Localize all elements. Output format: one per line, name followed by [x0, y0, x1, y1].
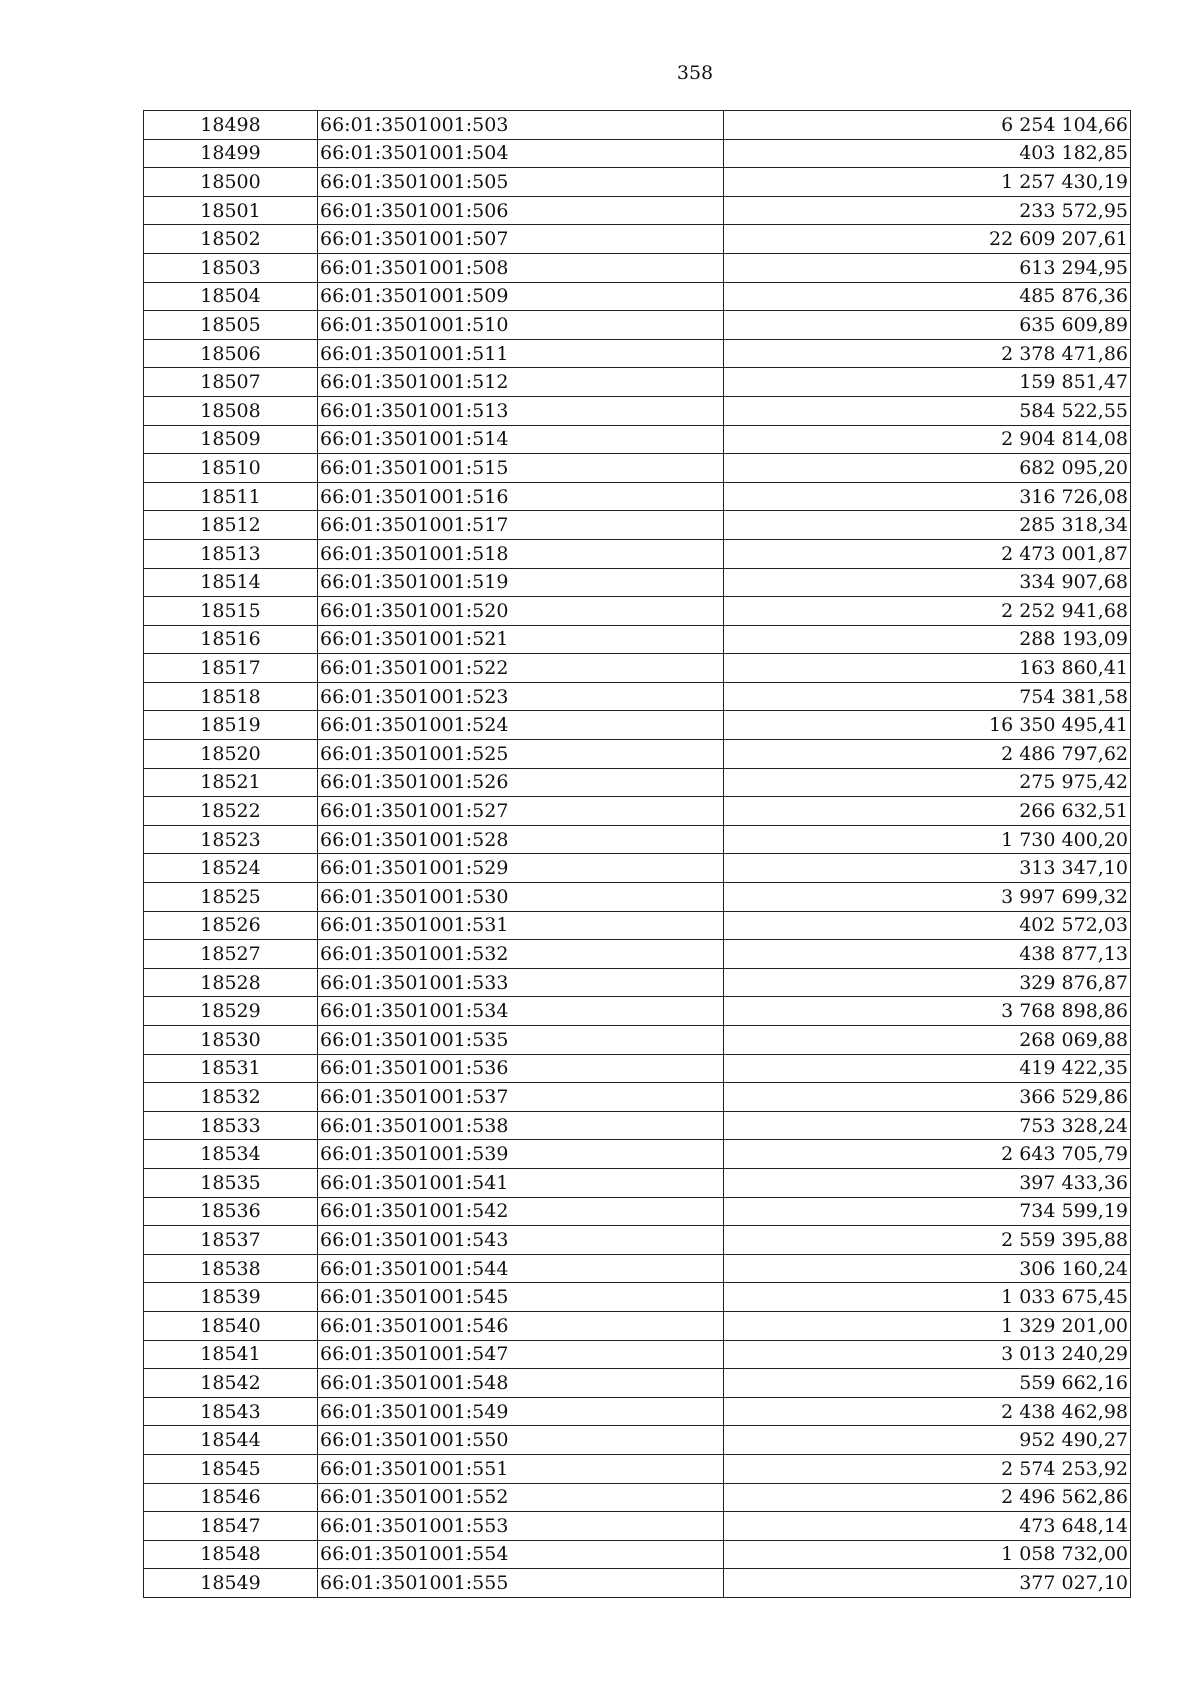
table-row [144, 711, 1131, 740]
cadastral-value: 613 294,95 [724, 253, 1131, 282]
table-row [144, 425, 1131, 454]
row-number: 18542 [144, 1369, 318, 1398]
cadastral-value: 313 347,10 [724, 854, 1131, 883]
cadastral-number: 66:01:3501001:541 [318, 1168, 724, 1197]
table-row [144, 883, 1131, 912]
cadastral-value: 397 433,36 [724, 1168, 1131, 1197]
row-number: 18534 [144, 1140, 318, 1169]
cadastral-number: 66:01:3501001:507 [318, 225, 724, 254]
cadastral-value: 2 378 471,86 [724, 339, 1131, 368]
cadastral-value: 753 328,24 [724, 1111, 1131, 1140]
table-row [144, 1054, 1131, 1083]
table-row [144, 139, 1131, 168]
table-row [144, 854, 1131, 883]
cadastral-number: 66:01:3501001:520 [318, 597, 724, 626]
cadastral-value: 473 648,14 [724, 1512, 1131, 1541]
cadastral-value: 377 027,10 [724, 1569, 1131, 1598]
cadastral-value: 584 522,55 [724, 396, 1131, 425]
cadastral-number: 66:01:3501001:517 [318, 511, 724, 540]
table-row [144, 454, 1131, 483]
row-number: 18544 [144, 1426, 318, 1455]
cadastral-number: 66:01:3501001:550 [318, 1426, 724, 1455]
row-number: 18501 [144, 196, 318, 225]
row-number: 18529 [144, 997, 318, 1026]
row-number: 18528 [144, 968, 318, 997]
cadastral-number: 66:01:3501001:537 [318, 1083, 724, 1112]
table-row [144, 740, 1131, 769]
cadastral-number: 66:01:3501001:533 [318, 968, 724, 997]
cadastral-number: 66:01:3501001:512 [318, 368, 724, 397]
cadastral-number: 66:01:3501001:553 [318, 1512, 724, 1541]
cadastral-number: 66:01:3501001:526 [318, 768, 724, 797]
row-number: 18520 [144, 740, 318, 769]
table-row [144, 1311, 1131, 1340]
table-row [144, 1026, 1131, 1055]
page-number: 358 [676, 62, 714, 84]
table-row [144, 482, 1131, 511]
row-number: 18512 [144, 511, 318, 540]
cadastral-value: 402 572,03 [724, 911, 1131, 940]
table-row [144, 682, 1131, 711]
cadastral-number: 66:01:3501001:521 [318, 625, 724, 654]
row-number: 18538 [144, 1254, 318, 1283]
cadastral-value: 2 496 562,86 [724, 1483, 1131, 1512]
table-row [144, 1140, 1131, 1169]
cadastral-value: 275 975,42 [724, 768, 1131, 797]
row-number: 18530 [144, 1026, 318, 1055]
cadastral-number: 66:01:3501001:534 [318, 997, 724, 1026]
cadastral-value: 1 329 201,00 [724, 1311, 1131, 1340]
cadastral-number: 66:01:3501001:535 [318, 1026, 724, 1055]
table-row [144, 1111, 1131, 1140]
row-number: 18533 [144, 1111, 318, 1140]
table-row [144, 797, 1131, 826]
row-number: 18546 [144, 1483, 318, 1512]
row-number: 18503 [144, 253, 318, 282]
cadastral-number: 66:01:3501001:515 [318, 454, 724, 483]
row-number: 18532 [144, 1083, 318, 1112]
cadastral-value: 559 662,16 [724, 1369, 1131, 1398]
table-row [144, 311, 1131, 340]
table-row [144, 1569, 1131, 1598]
table-row [144, 768, 1131, 797]
cadastral-number: 66:01:3501001:549 [318, 1397, 724, 1426]
row-number: 18540 [144, 1311, 318, 1340]
cadastral-value: 2 252 941,68 [724, 597, 1131, 626]
row-number: 18548 [144, 1540, 318, 1569]
row-number: 18549 [144, 1569, 318, 1598]
cadastral-number: 66:01:3501001:505 [318, 168, 724, 197]
cadastral-number: 66:01:3501001:510 [318, 311, 724, 340]
table-row [144, 1197, 1131, 1226]
cadastral-number: 66:01:3501001:542 [318, 1197, 724, 1226]
row-number: 18523 [144, 825, 318, 854]
table-row [144, 568, 1131, 597]
row-number: 18531 [144, 1054, 318, 1083]
table-row [144, 1254, 1131, 1283]
table-row [144, 1083, 1131, 1112]
cadastral-number: 66:01:3501001:536 [318, 1054, 724, 1083]
cadastral-value: 16 350 495,41 [724, 711, 1131, 740]
row-number: 18543 [144, 1397, 318, 1426]
row-number: 18547 [144, 1512, 318, 1541]
row-number: 18516 [144, 625, 318, 654]
row-number: 18507 [144, 368, 318, 397]
cadastral-number: 66:01:3501001:506 [318, 196, 724, 225]
table-row [144, 1226, 1131, 1255]
row-number: 18505 [144, 311, 318, 340]
cadastral-value: 2 473 001,87 [724, 539, 1131, 568]
table-row [144, 1283, 1131, 1312]
table-row [144, 1397, 1131, 1426]
row-number: 18502 [144, 225, 318, 254]
row-number: 18525 [144, 883, 318, 912]
cadastral-value: 3 997 699,32 [724, 883, 1131, 912]
cadastral-value: 635 609,89 [724, 311, 1131, 340]
cadastral-number: 66:01:3501001:525 [318, 740, 724, 769]
row-number: 18541 [144, 1340, 318, 1369]
cadastral-value: 682 095,20 [724, 454, 1131, 483]
cadastral-value: 2 559 395,88 [724, 1226, 1131, 1255]
table-row [144, 1168, 1131, 1197]
cadastral-value: 1 257 430,19 [724, 168, 1131, 197]
table-row [144, 1426, 1131, 1455]
cadastral-value-table [143, 110, 1131, 1598]
cadastral-value: 329 876,87 [724, 968, 1131, 997]
row-number: 18511 [144, 482, 318, 511]
row-number: 18522 [144, 797, 318, 826]
cadastral-value: 22 609 207,61 [724, 225, 1131, 254]
cadastral-value: 306 160,24 [724, 1254, 1131, 1283]
cadastral-number: 66:01:3501001:532 [318, 940, 724, 969]
cadastral-number: 66:01:3501001:514 [318, 425, 724, 454]
cadastral-number: 66:01:3501001:554 [318, 1540, 724, 1569]
cadastral-value: 3 013 240,29 [724, 1340, 1131, 1369]
cadastral-value: 268 069,88 [724, 1026, 1131, 1055]
table-row [144, 1540, 1131, 1569]
cadastral-value: 2 904 814,08 [724, 425, 1131, 454]
cadastral-number: 66:01:3501001:527 [318, 797, 724, 826]
cadastral-value: 2 574 253,92 [724, 1454, 1131, 1483]
cadastral-number: 66:01:3501001:524 [318, 711, 724, 740]
row-number: 18518 [144, 682, 318, 711]
cadastral-number: 66:01:3501001:548 [318, 1369, 724, 1398]
row-number: 18508 [144, 396, 318, 425]
cadastral-number: 66:01:3501001:552 [318, 1483, 724, 1512]
table-row [144, 625, 1131, 654]
table-row [144, 1340, 1131, 1369]
row-number: 18514 [144, 568, 318, 597]
cadastral-number: 66:01:3501001:523 [318, 682, 724, 711]
cadastral-number: 66:01:3501001:522 [318, 654, 724, 683]
row-number: 18504 [144, 282, 318, 311]
table-row [144, 1483, 1131, 1512]
row-number: 18536 [144, 1197, 318, 1226]
table-row [144, 253, 1131, 282]
cadastral-number: 66:01:3501001:547 [318, 1340, 724, 1369]
table-row [144, 396, 1131, 425]
cadastral-value: 485 876,36 [724, 282, 1131, 311]
cadastral-value: 1 033 675,45 [724, 1283, 1131, 1312]
table-row [144, 654, 1131, 683]
cadastral-value: 419 422,35 [724, 1054, 1131, 1083]
table-row [144, 940, 1131, 969]
table-row [144, 997, 1131, 1026]
cadastral-value: 233 572,95 [724, 196, 1131, 225]
cadastral-value: 334 907,68 [724, 568, 1131, 597]
table-row [144, 825, 1131, 854]
table-row [144, 911, 1131, 940]
table-row [144, 1512, 1131, 1541]
table-row [144, 111, 1131, 140]
cadastral-number: 66:01:3501001:555 [318, 1569, 724, 1598]
row-number: 18545 [144, 1454, 318, 1483]
cadastral-number: 66:01:3501001:503 [318, 111, 724, 140]
row-number: 18539 [144, 1283, 318, 1312]
table-row [144, 968, 1131, 997]
cadastral-number: 66:01:3501001:544 [318, 1254, 724, 1283]
row-number: 18499 [144, 139, 318, 168]
cadastral-number: 66:01:3501001:530 [318, 883, 724, 912]
row-number: 18526 [144, 911, 318, 940]
row-number: 18527 [144, 940, 318, 969]
cadastral-value: 159 851,47 [724, 368, 1131, 397]
cadastral-value: 754 381,58 [724, 682, 1131, 711]
cadastral-value: 163 860,41 [724, 654, 1131, 683]
table-row [144, 511, 1131, 540]
cadastral-value: 734 599,19 [724, 1197, 1131, 1226]
row-number: 18515 [144, 597, 318, 626]
row-number: 18509 [144, 425, 318, 454]
cadastral-number: 66:01:3501001:543 [318, 1226, 724, 1255]
cadastral-value: 438 877,13 [724, 940, 1131, 969]
cadastral-value: 285 318,34 [724, 511, 1131, 540]
cadastral-number: 66:01:3501001:538 [318, 1111, 724, 1140]
cadastral-number: 66:01:3501001:528 [318, 825, 724, 854]
cadastral-value: 2 438 462,98 [724, 1397, 1131, 1426]
cadastral-number: 66:01:3501001:546 [318, 1311, 724, 1340]
cadastral-number: 66:01:3501001:504 [318, 139, 724, 168]
cadastral-value: 1 058 732,00 [724, 1540, 1131, 1569]
cadastral-value: 288 193,09 [724, 625, 1131, 654]
table-row [144, 368, 1131, 397]
row-number: 18519 [144, 711, 318, 740]
table-row [144, 282, 1131, 311]
row-number: 18506 [144, 339, 318, 368]
row-number: 18521 [144, 768, 318, 797]
row-number: 18500 [144, 168, 318, 197]
cadastral-number: 66:01:3501001:511 [318, 339, 724, 368]
row-number: 18498 [144, 111, 318, 140]
cadastral-value: 3 768 898,86 [724, 997, 1131, 1026]
cadastral-number: 66:01:3501001:509 [318, 282, 724, 311]
table-row [144, 225, 1131, 254]
cadastral-number: 66:01:3501001:539 [318, 1140, 724, 1169]
table-row [144, 539, 1131, 568]
cadastral-value: 2 486 797,62 [724, 740, 1131, 769]
row-number: 18524 [144, 854, 318, 883]
cadastral-number: 66:01:3501001:545 [318, 1283, 724, 1312]
cadastral-number: 66:01:3501001:513 [318, 396, 724, 425]
row-number: 18537 [144, 1226, 318, 1255]
cadastral-value: 1 730 400,20 [724, 825, 1131, 854]
cadastral-value: 403 182,85 [724, 139, 1131, 168]
row-number: 18513 [144, 539, 318, 568]
cadastral-number: 66:01:3501001:519 [318, 568, 724, 597]
cadastral-number: 66:01:3501001:531 [318, 911, 724, 940]
cadastral-number: 66:01:3501001:518 [318, 539, 724, 568]
cadastral-number: 66:01:3501001:516 [318, 482, 724, 511]
row-number: 18535 [144, 1168, 318, 1197]
cadastral-number: 66:01:3501001:508 [318, 253, 724, 282]
cadastral-value: 266 632,51 [724, 797, 1131, 826]
table-row [144, 196, 1131, 225]
row-number: 18517 [144, 654, 318, 683]
cadastral-value: 366 529,86 [724, 1083, 1131, 1112]
table-row [144, 597, 1131, 626]
cadastral-number: 66:01:3501001:529 [318, 854, 724, 883]
table-body [144, 111, 1131, 1598]
cadastral-number: 66:01:3501001:551 [318, 1454, 724, 1483]
cadastral-value: 952 490,27 [724, 1426, 1131, 1455]
table-row [144, 339, 1131, 368]
table-row [144, 1454, 1131, 1483]
table-row [144, 168, 1131, 197]
cadastral-value: 2 643 705,79 [724, 1140, 1131, 1169]
cadastral-value: 316 726,08 [724, 482, 1131, 511]
row-number: 18510 [144, 454, 318, 483]
table-row [144, 1369, 1131, 1398]
cadastral-value: 6 254 104,66 [724, 111, 1131, 140]
